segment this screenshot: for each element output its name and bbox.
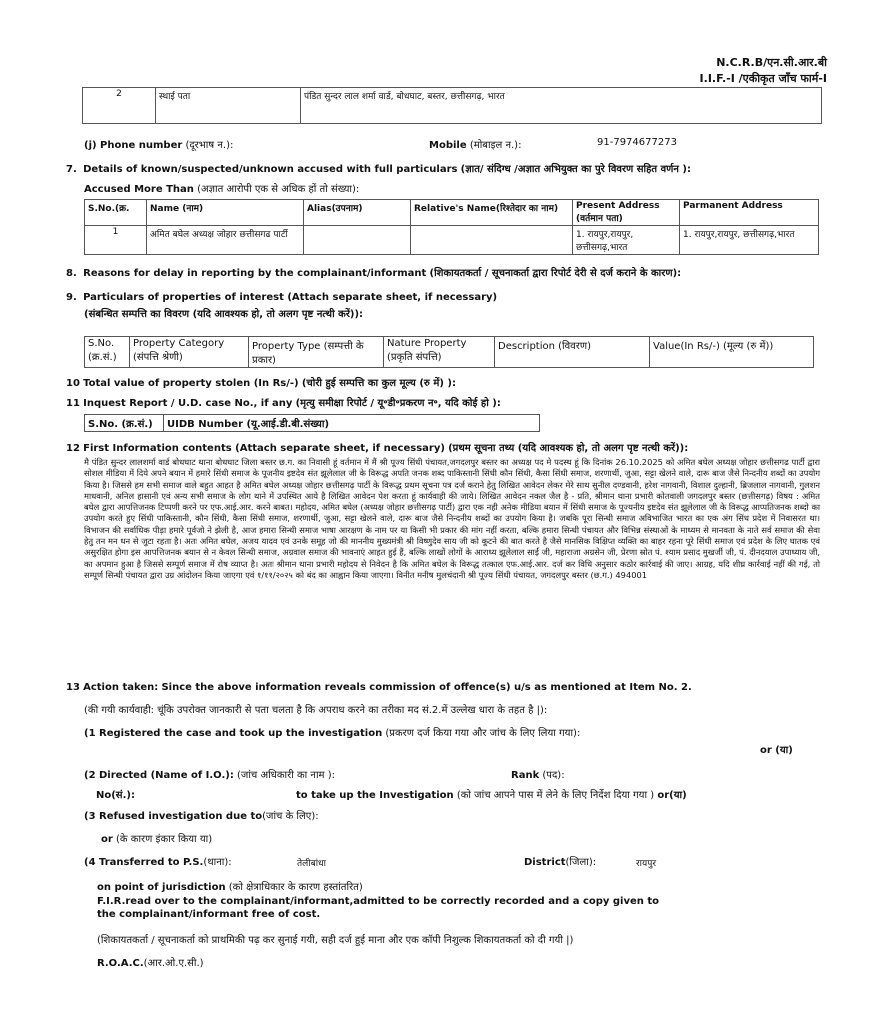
section-7-title: 7. Details of known/suspected/unknown accused with full particulars (ज्ञात/ संदिग्ध /अज्ञात अभियुक्त का पुरे विवरण सहित वर्णन ):	[66, 164, 691, 175]
action-4: (4 Transferred to P.S.(थाना):	[84, 857, 232, 868]
section-10-title: 10 Total value of property stolen (In Rs/-) (चोरी हुई सम्पत्ति का कुल मूल्य (रु में) ):	[66, 378, 456, 389]
or-3: or (के कारण इंकार किया या)	[101, 834, 213, 845]
fir-contents-body: मै पंडित सुन्दर लालशर्मा वार्ड बोधघाट थाना बोधघाट जिला बस्तर छ.ग. का निवासी हूं वर्तमान में मैं श्री पूज्य सिंधी पंचायत,जगदलपुर बस्तर का अध्यक्ष पद मे पदस्थ हूं कि दिनांक 26.10.2025 को अमित बघेल अध्यक्ष जोहार छत्तीसगढ पार्टी द्वारा सोशल मीडिया में दिये अपने बयान में हमारे सिंधी समाज के पूजनीय इष्टदेव संत झूलेलाल जी के विरूद्ध अपति जनक शब्द पाकिस्तानी सिंधी कौन सिंधी, कैसा सिंधी समाज, शरणार्थी, जुआ, सट्टा खेलने वाले, दारू बाज जैसे निन्दनीय शब्दों का उपयोग किया है। जिससे हम सभी समाज वाले बहुत आहत है अमित बघेल अध्यक्ष जोहार छत्तीसगढ़ पार्टी के विरूद्ध प्रथम सूचना पत्र दर्ज कराने हेतु लिखित आवेदन लेकर मेरे साथ सुनील दण्डवानी, हरेश नागवानी, विशाल दुल्हानी, ब्रिजलाल नागवानी, गुलशन माधवानी, अनिल हासानी एवं अन्य सभी समाज के लोग थाने में उपस्थित आये है लिखित आवेदन पेश करता हूं कार्यवाही की जाये। लिखित आवेदन नकल जैल है - प्रति, श्रीमान थाना प्रभारी कोतवाली जगदलपुर बस्तर (छत्तीसगढ़) विषय : अमित बघेल द्वारा आपत्तिजनक टिप्पणी करने पर एफ.आई.आर. करने बाबत। महोदय, अमित बघेल (अध्यक्ष जोहार छत्तीसगढ़ पार्टी) द्वारा एक नही अनेक मीडिया बयान में सिंधी समाज के पूज्यनीय इष्टदेव संत झूलेलाल जी के विरूद्ध आप्पतिजनक शब्दो का उपयोग करते हुए सिंधी पाकिस्तानी, कौन सिंधी, कैसा सिंधी समाज, शरणार्थी, जुआ, सट्टा खेलने वाले, दारू बाज जैसे निन्दनीय शब्दों का उपयोग किया है। जबकि पूरा सिन्धी समाज अविभाजित भारत का एक अंग सिंध प्रदेश में निवासरत था। विभाजन की सर्वाधिक पीड़ा हमारे पूर्वजो ने झेली है, आज हमारा सिन्धी समाज भाषा आरक्षण के नाम पर या किसी भी प्रकार की मांग नहीं करता, बल्कि हमारा सिन्धी पंचायत और विभिन्न संस्थाओं के माध्यम से मानवता के नाते सर्व समाज की सेवा हेतु तन मन धन से जुटा रहता है। अतः अमित बघेल, अजय यादव एवं उनके समूह जो की माननीय मुख्यमंत्री श्री विष्णुदेव साय जी को कूटने की बात करते है जैसे मानसिक विक्षिप्त व्यक्ति का बाहर रहना पूरे सिंधी समाज एवं प्रदेश के लिए घातक एवं असुरक्षित होगा इस आपत्तिजनक बयान से न केवल सिन्धी समाज, अग्रवाल समाज की भावनाएं आहत हुई हैं, बल्कि लाखों लोगों के आराध्य झूलेलाल साईं जी, महाराजा अग्रसेन जी, प्रेरणा स्रोत पं. श्याम प्रसाद मुखर्जी जी, पं. दीनदयाल उपाध्याय जी, का अपमान हुआ है जिससे सम्पूर्ण समाज में रोष व्याप्त है। अतः श्रीमान थाना प्रभारी महोदय से निवेदन है कि अमित बघेल के विरूद्ध तत्काल एफ.आई.आर. दर्ज कर विधि अनुसार कठोर कार्रवाई की जाए। आग्रह, यदि शीघ्र कार्रवाई नहीं की गई, तो सम्पूर्ण सिन्धी पंचायत द्वारा उग्र आंदोलन किया जाएगा एवं १/११/२०२५ को बंद का आह्वान किया जाएगा। विनीत मनीष मुलचंदानी श्री पूज्य सिंधी पंचायत, जगदलपुर बस्तर (छ.ग.) 494001	[84, 457, 820, 580]
form-header-ncrb: N.C.R.B/एन.सी.आर.बी	[716, 56, 827, 69]
prop-col-nature: Nature Property (प्रकृति संपत्ति)	[384, 337, 495, 368]
form-header-iif: I.I.F.-I /एकीकृत जाँच फार्म-I	[699, 72, 827, 85]
phone-label: (j) Phone number (दूरभाष न.):	[84, 140, 234, 151]
mobile-label: Mobile (मोबाइल न.):	[429, 140, 522, 151]
prop-col-sno: S.No. (क्र.सं.)	[85, 337, 130, 368]
property-table	[84, 336, 814, 368]
or-1: or (या)	[760, 745, 793, 756]
col-relative: Relative's Name(रिश्तेदार का नाम)	[411, 200, 573, 226]
col-permanent: Parmanent Address	[680, 200, 819, 226]
section-12-title: 12 First Information contents (Attach separate sheet, if necessary) (प्रथम सूचना तथ्य (यदि आवश्यक हो, तो अलग पृष्ट नत्थी करें)):	[66, 443, 689, 454]
mobile-value: 91-7974677273	[597, 137, 677, 148]
district-label: District(जिला):	[524, 857, 597, 868]
uidb-col-number: UIDB Number (यू.आई.डी.बी.संख्या)	[164, 415, 540, 432]
action-1: (1 Registered the case and took up the investigation (प्रकरण दर्ज किया गया और जांच के लिए लिया गया):	[84, 728, 581, 739]
address-num: 2	[83, 88, 156, 124]
take-up-label: to take up the Investigation (को जांच आपने पास में लेने के लिए निर्देश दिया गया ) or(या)	[296, 790, 687, 801]
ps-value: तेलीबांधा	[297, 859, 326, 869]
address-table	[82, 87, 822, 124]
prop-col-value: Value(In Rs/-) (मूल्य (रु में))	[650, 337, 814, 368]
address-type: स्थाई पता	[156, 88, 301, 124]
col-alias: Alias(उपनाम)	[304, 200, 411, 226]
fir-read-over-hi: (शिकायतकर्ता / सूचनाकर्ता को प्राथमिकी पढ़ कर सुनाई गयी, सही दर्ज हुई माना और एक कॉपी निशुल्क शिकायतकर्ता को दी गयी |)	[97, 935, 574, 946]
section-8-title: 8. Reasons for delay in reporting by the complainant/informant (शिकायतकर्ता / सूचनाकर्ता द्वारा रिपोर्ट देरी से दर्ज कराने के कारण):	[66, 268, 682, 279]
accused-sno: 1	[85, 226, 147, 255]
no-label: No(सं.):	[96, 790, 135, 801]
col-sno: S.No.(क्र.	[85, 200, 147, 226]
fir-read-over: F.I.R.read over to the complainant/informant,admitted to be correctly recorded and a copy given to the complainant/informant free of cost.	[97, 896, 660, 920]
accused-name: अमित बघेल अध्यक्ष जोहार छत्तीसगढ पार्टी	[147, 226, 304, 255]
uidb-table	[84, 414, 540, 432]
jurisdiction-label: on point of jurisdiction (को क्षेत्राधिकार के कारण हस्तांतरित)	[97, 882, 363, 893]
col-name: Name (नाम)	[147, 200, 304, 226]
accused-table	[84, 199, 819, 255]
section-9-title: 9. Particulars of properties of interest (Attach separate sheet, if necessary)	[66, 292, 498, 303]
prop-col-category: Property Category (संपत्ति श्रेणी)	[130, 337, 249, 368]
district-value: रायपुर	[636, 859, 657, 869]
section-13-title: 13 Action taken: Since the above information reveals commission of offence(s) u/s as mentioned at Item No. 2.	[66, 682, 692, 693]
section-11-title: 11 Inquest Report / U.D. case No., if any (मृत्यु समीक्षा रिपोर्ट / यू॰डी॰प्रकरण न॰, यदि कोई हो ):	[66, 398, 501, 409]
accused-more-than: Accused More Than (अज्ञात आरोपी एक से अधिक हों तो संख्या):	[84, 184, 360, 195]
uidb-col-sno: S.No. (क्र.सं.)	[85, 415, 164, 432]
rank-label: Rank (पद):	[511, 770, 565, 781]
action-2: (2 Directed (Name of I.O.): (जांच अधिकारी का नाम ):	[84, 770, 335, 781]
section-13-title-hi: (की गयी कार्यवाही: चूंकि उपरोक्त जानकारी से पता चलता है कि अपराध करने का तरीका मद सं.2.में उल्लेख धारा के तहत है |):	[84, 705, 548, 716]
section-9-title-hi: (संबन्धित सम्पत्ति का विवरण (यदि आवश्यक हो, तो अलग पृष्ट नत्थी करें)):	[84, 309, 364, 320]
col-present: Present Address (वर्तमान पता)	[573, 200, 680, 226]
action-3: (3 Refused investigation due to(जांच के लिए):	[84, 811, 319, 822]
address-value: पंडित सुन्दर लाल शर्मा वार्ड, बोधघाट, बस्तर, छत्तीसगढ़, भारत	[301, 88, 822, 124]
prop-col-description: Description (विवरण)	[495, 337, 650, 368]
accused-present: 1. रायपुर,रायपुर, छत्तीसगढ़,भारत	[573, 226, 680, 255]
prop-col-type: Property Type (सम्पत्ती के प्रकार)	[249, 337, 384, 368]
roac-label: R.O.A.C.(आर.ओ.ए.सी.)	[97, 958, 204, 969]
accused-permanent: 1. रायपुर,रायपुर, छत्तीसगढ़,भारत	[680, 226, 819, 255]
